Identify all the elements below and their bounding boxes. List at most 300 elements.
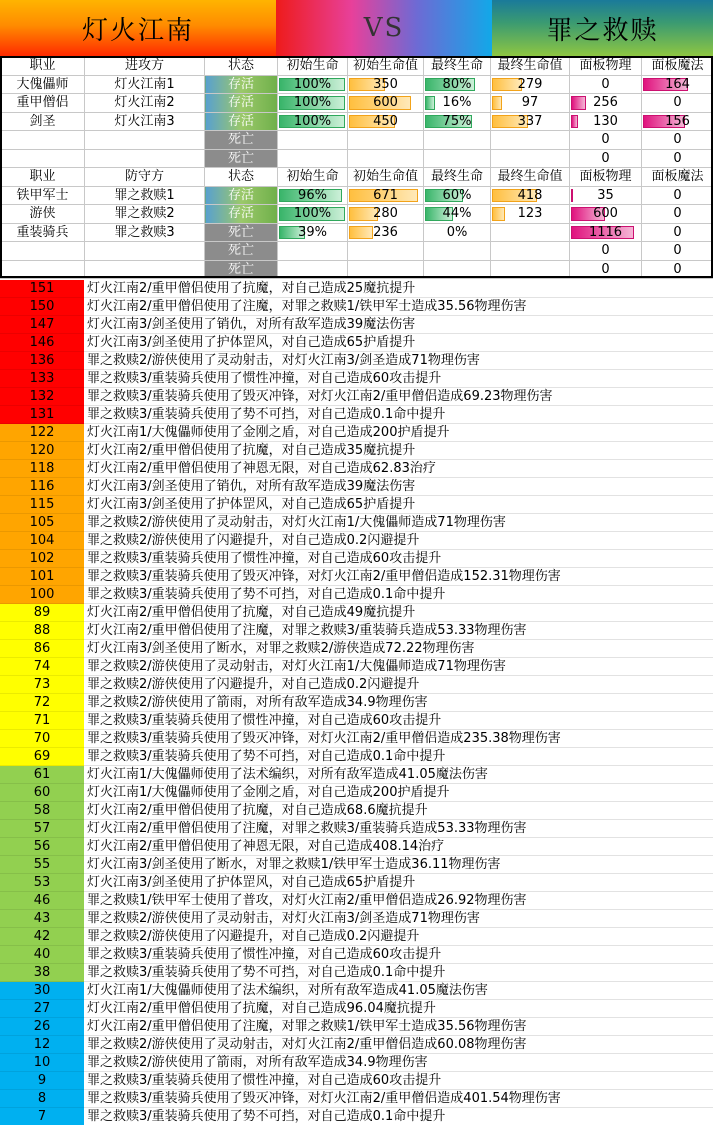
log-entry — [0, 352, 713, 370]
value-bar — [571, 115, 578, 129]
job-cell — [1, 94, 85, 113]
log-text: 灯火江南3/剑圣使用了护体罡风，对自己造成65护盾提升 — [84, 496, 713, 514]
job-cell — [1, 205, 85, 224]
log-turn-number: 150 — [0, 298, 84, 316]
log-turn-number: 115 — [0, 496, 84, 514]
final-hp-cell — [491, 75, 570, 94]
final-hp-cell — [491, 112, 570, 131]
log-text: 罪之救赎2/游侠使用了箭雨，对所有敌军造成34.9物理伤害 — [84, 1054, 713, 1072]
header-cell — [278, 168, 348, 187]
log-entry — [0, 550, 713, 568]
log-entry — [0, 622, 713, 640]
init-pct-cell — [278, 149, 348, 168]
log-entry — [0, 928, 713, 946]
defender-row — [1, 205, 713, 224]
log-entry — [0, 586, 713, 604]
log-text: 灯火江南1/大傀儡师使用了金刚之盾，对自己造成200护盾提升 — [84, 784, 713, 802]
final-hp-cell — [491, 94, 570, 113]
log-text: 灯火江南2/重甲僧侣使用了注魔，对罪之救赎1/铁甲军士造成35.56物理伤害 — [84, 1018, 713, 1036]
log-turn-number: 101 — [0, 568, 84, 586]
mag-cell-value: 0 — [673, 187, 682, 203]
init-pct-cell — [278, 131, 348, 150]
log-entry — [0, 280, 713, 298]
log-text: 罪之救赎3/重装骑兵使用了势不可挡，对自己造成0.1命中提升 — [84, 748, 713, 766]
log-turn-number: 136 — [0, 352, 84, 370]
final-hp-cell-value: 337 — [517, 113, 543, 129]
init-pct-cell-value: 100% — [293, 113, 332, 129]
final-hp-cell — [491, 260, 570, 279]
log-text: 灯火江南3/剑圣使用了断水，对罪之救赎2/游侠造成72.22物理伤害 — [84, 640, 713, 658]
attack-header-row — [1, 57, 713, 76]
final-pct-cell-value: 44% — [442, 206, 472, 222]
log-text: 灯火江南2/重甲僧侣使用了注魔，对罪之救赎3/重装骑兵造成53.33物理伤害 — [84, 622, 713, 640]
log-turn-number: 74 — [0, 658, 84, 676]
status-cell-value: 存活 — [227, 95, 254, 111]
init-hp-cell-value: 236 — [373, 224, 398, 240]
log-entry — [0, 514, 713, 532]
header-cell-value: 职业 — [29, 169, 56, 185]
log-entry — [0, 820, 713, 838]
job-cell-value: 游侠 — [29, 206, 56, 222]
log-entry — [0, 478, 713, 496]
log-entry — [0, 370, 713, 388]
log-entry — [0, 1090, 713, 1108]
final-pct-cell — [424, 260, 491, 279]
final-pct-cell-value: 60% — [442, 187, 472, 203]
log-turn-number: 61 — [0, 766, 84, 784]
log-text: 罪之救赎2/游侠使用了闪避提升，对自己造成0.2闪避提升 — [84, 928, 713, 946]
header-cell-value: 最终生命值 — [497, 58, 563, 74]
stats-table — [0, 56, 713, 279]
final-pct-cell-value: 80% — [442, 76, 472, 92]
header-cell-value: 初始生命 — [286, 58, 339, 74]
log-entry — [0, 532, 713, 550]
job-cell — [1, 242, 85, 261]
job-cell — [1, 223, 85, 242]
mag-cell-value: 0 — [673, 95, 682, 111]
status-cell — [205, 242, 278, 261]
init-hp-cell — [348, 149, 424, 168]
init-hp-cell-value: 600 — [373, 95, 398, 111]
log-text: 灯火江南2/重甲僧侣使用了抗魔，对自己造成25魔抗提升 — [84, 280, 713, 298]
battle-log — [0, 280, 713, 1125]
log-text: 罪之救赎2/游侠使用了灵动射击，对灯火江南1/大傀儡师造成71物理伤害 — [84, 658, 713, 676]
header-cell — [278, 57, 348, 76]
log-entry — [0, 1054, 713, 1072]
final-pct-cell — [424, 205, 491, 224]
phys-cell — [570, 186, 642, 205]
job-cell-value: 剑圣 — [29, 113, 56, 129]
log-text: 罪之救赎3/重装骑兵使用了势不可挡，对自己造成0.1命中提升 — [84, 406, 713, 424]
log-text: 灯火江南3/剑圣使用了护体罡风，对自己造成65护盾提升 — [84, 334, 713, 352]
log-entry — [0, 766, 713, 784]
header-cell — [570, 168, 642, 187]
attacker-row — [1, 112, 713, 131]
log-entry — [0, 892, 713, 910]
final-hp-cell — [491, 223, 570, 242]
log-entry — [0, 838, 713, 856]
name-cell — [85, 260, 205, 279]
init-pct-cell-value: 100% — [293, 95, 332, 111]
phys-cell-value: 35 — [597, 187, 614, 203]
log-turn-number: 43 — [0, 910, 84, 928]
header-cell — [348, 168, 424, 187]
header-cell-value: 初始生命 — [286, 169, 339, 185]
phys-cell — [570, 223, 642, 242]
log-turn-number: 71 — [0, 712, 84, 730]
log-turn-number: 53 — [0, 874, 84, 892]
final-pct-cell — [424, 112, 491, 131]
header-cell — [424, 168, 491, 187]
log-text: 罪之救赎2/游侠使用了灵动射击，对灯火江南2/重甲僧侣造成60.08物理伤害 — [84, 1036, 713, 1054]
log-entry — [0, 946, 713, 964]
log-turn-number: 100 — [0, 586, 84, 604]
log-entry — [0, 658, 713, 676]
init-pct-cell — [278, 112, 348, 131]
init-pct-cell-value: 39% — [298, 224, 327, 240]
status-cell — [205, 186, 278, 205]
init-hp-cell — [348, 75, 424, 94]
phys-cell — [570, 242, 642, 261]
log-entry — [0, 406, 713, 424]
log-text: 灯火江南3/剑圣使用了护体罡风，对自己造成65护盾提升 — [84, 874, 713, 892]
log-entry — [0, 730, 713, 748]
log-entry — [0, 298, 713, 316]
log-turn-number: 151 — [0, 280, 84, 298]
defend-header-row — [1, 168, 713, 187]
header-cell-value: 最终生命 — [430, 169, 483, 185]
log-turn-number: 73 — [0, 676, 84, 694]
phys-cell — [570, 94, 642, 113]
header-cell-value: 职业 — [29, 58, 56, 74]
log-entry — [0, 1018, 713, 1036]
value-bar — [425, 96, 435, 110]
log-text: 灯火江南3/剑圣使用了销仇，对所有敌军造成39魔法伤害 — [84, 478, 713, 496]
init-hp-cell — [348, 186, 424, 205]
header-cell — [205, 57, 278, 76]
header-cell — [642, 57, 713, 76]
init-hp-cell-value: 450 — [373, 113, 398, 129]
team-a-title: 灯火江南 — [0, 0, 276, 56]
log-entry — [0, 910, 713, 928]
mag-cell-value: 0 — [673, 243, 682, 259]
status-cell-value: 存活 — [227, 187, 254, 203]
init-pct-cell — [278, 205, 348, 224]
log-turn-number: 9 — [0, 1072, 84, 1090]
header-cell — [85, 168, 205, 187]
log-turn-number: 42 — [0, 928, 84, 946]
header-cell-value: 面板魔法 — [651, 169, 704, 185]
status-cell — [205, 149, 278, 168]
log-text: 罪之救赎3/重装骑兵使用了惯性冲撞，对自己造成60攻击提升 — [84, 550, 713, 568]
final-pct-cell — [424, 223, 491, 242]
log-turn-number: 131 — [0, 406, 84, 424]
header-cell-value: 面板物理 — [579, 169, 632, 185]
init-pct-cell-value: 100% — [293, 76, 332, 92]
status-cell — [205, 94, 278, 113]
final-pct-cell-value: 75% — [442, 113, 472, 129]
name-cell-value: 罪之救赎3 — [114, 224, 175, 240]
header-cell — [205, 168, 278, 187]
job-cell-value: 重装骑兵 — [16, 224, 69, 240]
log-turn-number: 38 — [0, 964, 84, 982]
header-cell-value: 面板魔法 — [651, 58, 704, 74]
log-turn-number: 122 — [0, 424, 84, 442]
mag-cell — [642, 186, 713, 205]
log-entry — [0, 874, 713, 892]
header-cell-value: 最终生命 — [430, 58, 483, 74]
log-entry — [0, 604, 713, 622]
phys-cell-value: 1116 — [588, 224, 623, 240]
defender-row — [1, 186, 713, 205]
log-turn-number: 133 — [0, 370, 84, 388]
phys-cell-value: 0 — [601, 261, 610, 277]
header-cell — [424, 57, 491, 76]
mag-cell-value: 0 — [673, 261, 682, 277]
init-hp-cell-value: 671 — [373, 187, 398, 203]
init-hp-cell — [348, 242, 424, 261]
log-text: 灯火江南3/剑圣使用了销仇，对所有敌军造成39魔法伤害 — [84, 316, 713, 334]
value-bar — [571, 96, 586, 110]
final-hp-cell — [491, 149, 570, 168]
log-turn-number: 8 — [0, 1090, 84, 1108]
phys-cell-value: 130 — [593, 113, 618, 129]
init-pct-cell-value: 96% — [298, 187, 327, 203]
log-text: 罪之救赎3/重装骑兵使用了惯性冲撞，对自己造成60攻击提升 — [84, 370, 713, 388]
log-entry — [0, 1000, 713, 1018]
log-text: 罪之救赎3/重装骑兵使用了毁灭冲锋，对灯火江南2/重甲僧侣造成152.31物理伤害 — [84, 568, 713, 586]
mag-cell — [642, 112, 713, 131]
log-entry — [0, 964, 713, 982]
name-cell-value: 灯火江南3 — [114, 113, 175, 129]
job-cell — [1, 149, 85, 168]
log-entry — [0, 388, 713, 406]
log-turn-number: 88 — [0, 622, 84, 640]
final-hp-cell — [491, 242, 570, 261]
log-turn-number: 57 — [0, 820, 84, 838]
name-cell — [85, 75, 205, 94]
final-pct-cell-value: 0% — [446, 224, 468, 240]
job-cell — [1, 186, 85, 205]
log-turn-number: 30 — [0, 982, 84, 1000]
header-cell-value: 面板物理 — [579, 58, 632, 74]
log-text: 灯火江南3/剑圣使用了断水，对罪之救赎1/铁甲军士造成36.11物理伤害 — [84, 856, 713, 874]
init-hp-cell — [348, 112, 424, 131]
status-cell-value: 死亡 — [227, 150, 254, 166]
status-cell-value: 存活 — [227, 76, 254, 92]
mag-cell-value: 0 — [673, 150, 682, 166]
log-text: 灯火江南2/重甲僧侣使用了注魔，对罪之救赎1/铁甲军士造成35.56物理伤害 — [84, 298, 713, 316]
log-turn-number: 58 — [0, 802, 84, 820]
init-hp-cell-value: 350 — [373, 76, 398, 92]
log-turn-number: 27 — [0, 1000, 84, 1018]
team-b-title: 罪之救赎 — [492, 0, 713, 56]
init-pct-cell — [278, 75, 348, 94]
final-hp-cell — [491, 205, 570, 224]
phys-cell-value: 0 — [601, 132, 610, 148]
log-entry — [0, 784, 713, 802]
log-text: 罪之救赎3/重装骑兵使用了势不可挡，对自己造成0.1命中提升 — [84, 1108, 713, 1125]
log-text: 罪之救赎2/游侠使用了灵动射击，对灯火江南3/剑圣造成71物理伤害 — [84, 910, 713, 928]
log-entry — [0, 496, 713, 514]
job-cell — [1, 260, 85, 279]
value-bar — [349, 226, 373, 240]
mag-cell — [642, 94, 713, 113]
final-pct-cell — [424, 94, 491, 113]
phys-cell — [570, 205, 642, 224]
header-cell — [570, 57, 642, 76]
log-turn-number: 12 — [0, 1036, 84, 1054]
init-hp-cell — [348, 205, 424, 224]
log-entry — [0, 676, 713, 694]
phys-cell — [570, 112, 642, 131]
mag-cell — [642, 205, 713, 224]
log-turn-number: 118 — [0, 460, 84, 478]
name-cell-value: 灯火江南2 — [114, 95, 175, 111]
log-turn-number: 116 — [0, 478, 84, 496]
defender-row — [1, 242, 713, 261]
mag-cell-value: 164 — [665, 76, 690, 92]
status-cell — [205, 205, 278, 224]
mag-cell-value: 0 — [673, 206, 682, 222]
log-entry — [0, 712, 713, 730]
status-cell-value: 死亡 — [227, 132, 254, 148]
header-cell-value: 初始生命值 — [352, 169, 418, 185]
log-entry — [0, 1072, 713, 1090]
log-entry — [0, 1108, 713, 1125]
final-hp-cell — [491, 186, 570, 205]
log-entry — [0, 442, 713, 460]
phys-cell-value: 0 — [601, 76, 610, 92]
log-entry — [0, 1036, 713, 1054]
header-cell — [642, 168, 713, 187]
phys-cell-value: 256 — [593, 95, 618, 111]
final-hp-cell-value: 418 — [517, 187, 543, 203]
job-cell — [1, 131, 85, 150]
log-entry — [0, 460, 713, 478]
log-turn-number: 40 — [0, 946, 84, 964]
name-cell — [85, 242, 205, 261]
init-pct-cell — [278, 242, 348, 261]
log-entry — [0, 982, 713, 1000]
status-cell — [205, 223, 278, 242]
mag-cell-value: 0 — [673, 224, 682, 240]
header-cell — [491, 168, 570, 187]
attacker-row — [1, 75, 713, 94]
log-turn-number: 69 — [0, 748, 84, 766]
log-text: 灯火江南2/重甲僧侣使用了抗魔，对自己造成49魔抗提升 — [84, 604, 713, 622]
log-entry — [0, 694, 713, 712]
log-text: 罪之救赎3/重装骑兵使用了毁灭冲锋，对灯火江南2/重甲僧侣造成401.54物理伤害 — [84, 1090, 713, 1108]
init-pct-cell — [278, 260, 348, 279]
phys-cell — [570, 260, 642, 279]
log-text: 灯火江南2/重甲僧侣使用了注魔，对罪之救赎3/重装骑兵造成53.33物理伤害 — [84, 820, 713, 838]
phys-cell — [570, 131, 642, 150]
init-hp-cell — [348, 223, 424, 242]
job-cell-value: 重甲僧侣 — [16, 95, 69, 111]
log-text: 罪之救赎2/游侠使用了箭雨，对所有敌军造成34.9物理伤害 — [84, 694, 713, 712]
job-cell-value: 铁甲军士 — [16, 187, 69, 203]
log-entry — [0, 568, 713, 586]
log-entry — [0, 334, 713, 352]
status-cell-value: 死亡 — [227, 261, 254, 277]
status-cell — [205, 112, 278, 131]
attacker-row — [1, 131, 713, 150]
name-cell — [85, 112, 205, 131]
phys-cell-value: 0 — [601, 243, 610, 259]
defender-row — [1, 260, 713, 279]
final-hp-cell-value: 97 — [521, 95, 539, 111]
log-turn-number: 7 — [0, 1108, 84, 1125]
final-pct-cell — [424, 242, 491, 261]
name-cell — [85, 186, 205, 205]
job-cell-value: 大傀儡师 — [16, 76, 69, 92]
phys-cell — [570, 75, 642, 94]
name-cell — [85, 205, 205, 224]
header-cell — [85, 57, 205, 76]
log-turn-number: 26 — [0, 1018, 84, 1036]
log-entry — [0, 856, 713, 874]
mag-cell — [642, 131, 713, 150]
log-entry — [0, 640, 713, 658]
status-cell-value: 存活 — [227, 206, 254, 222]
status-cell-value: 存活 — [227, 113, 254, 129]
job-cell — [1, 112, 85, 131]
log-text: 灯火江南2/重甲僧侣使用了神恩无限，对自己造成408.14治疗 — [84, 838, 713, 856]
final-pct-cell-value: 16% — [442, 95, 472, 111]
log-turn-number: 10 — [0, 1054, 84, 1072]
log-text: 罪之救赎2/游侠使用了闪避提升，对自己造成0.2闪避提升 — [84, 532, 713, 550]
battle-banner — [0, 0, 713, 56]
log-text: 罪之救赎2/游侠使用了灵动射击，对灯火江南3/剑圣造成71物理伤害 — [84, 352, 713, 370]
attacker-row — [1, 149, 713, 168]
log-text: 罪之救赎3/重装骑兵使用了惯性冲撞，对自己造成60攻击提升 — [84, 712, 713, 730]
log-text: 罪之救赎3/重装骑兵使用了毁灭冲锋，对灯火江南2/重甲僧侣造成235.38物理伤害 — [84, 730, 713, 748]
header-cell — [1, 57, 85, 76]
log-entry — [0, 424, 713, 442]
log-entry — [0, 802, 713, 820]
value-bar — [492, 96, 502, 110]
name-cell-value: 灯火江南1 — [114, 76, 175, 92]
init-pct-cell — [278, 186, 348, 205]
final-hp-cell-value: 279 — [517, 76, 543, 92]
log-text: 罪之救赎3/重装骑兵使用了势不可挡，对自己造成0.1命中提升 — [84, 586, 713, 604]
log-turn-number: 120 — [0, 442, 84, 460]
status-cell-value: 死亡 — [227, 224, 254, 240]
log-entry — [0, 316, 713, 334]
log-text: 罪之救赎3/重装骑兵使用了势不可挡，对自己造成0.1命中提升 — [84, 964, 713, 982]
log-text: 灯火江南2/重甲僧侣使用了神恩无限，对自己造成62.83治疗 — [84, 460, 713, 478]
log-text: 罪之救赎3/重装骑兵使用了毁灭冲锋，对灯火江南2/重甲僧侣造成69.23物理伤害 — [84, 388, 713, 406]
log-turn-number: 102 — [0, 550, 84, 568]
mag-cell-value: 156 — [665, 113, 690, 129]
log-turn-number: 146 — [0, 334, 84, 352]
log-turn-number: 56 — [0, 838, 84, 856]
status-cell — [205, 260, 278, 279]
mag-cell — [642, 223, 713, 242]
mag-cell — [642, 149, 713, 168]
defender-row — [1, 223, 713, 242]
phys-cell-value: 600 — [593, 206, 618, 222]
value-bar — [571, 189, 573, 203]
header-cell-value: 最终生命值 — [497, 169, 563, 185]
header-cell-value: 状态 — [227, 169, 254, 185]
final-pct-cell — [424, 75, 491, 94]
header-cell — [491, 57, 570, 76]
log-text: 罪之救赎2/游侠使用了闪避提升，对自己造成0.2闪避提升 — [84, 676, 713, 694]
log-turn-number: 72 — [0, 694, 84, 712]
log-text: 罪之救赎3/重装骑兵使用了惯性冲撞，对自己造成60攻击提升 — [84, 1072, 713, 1090]
